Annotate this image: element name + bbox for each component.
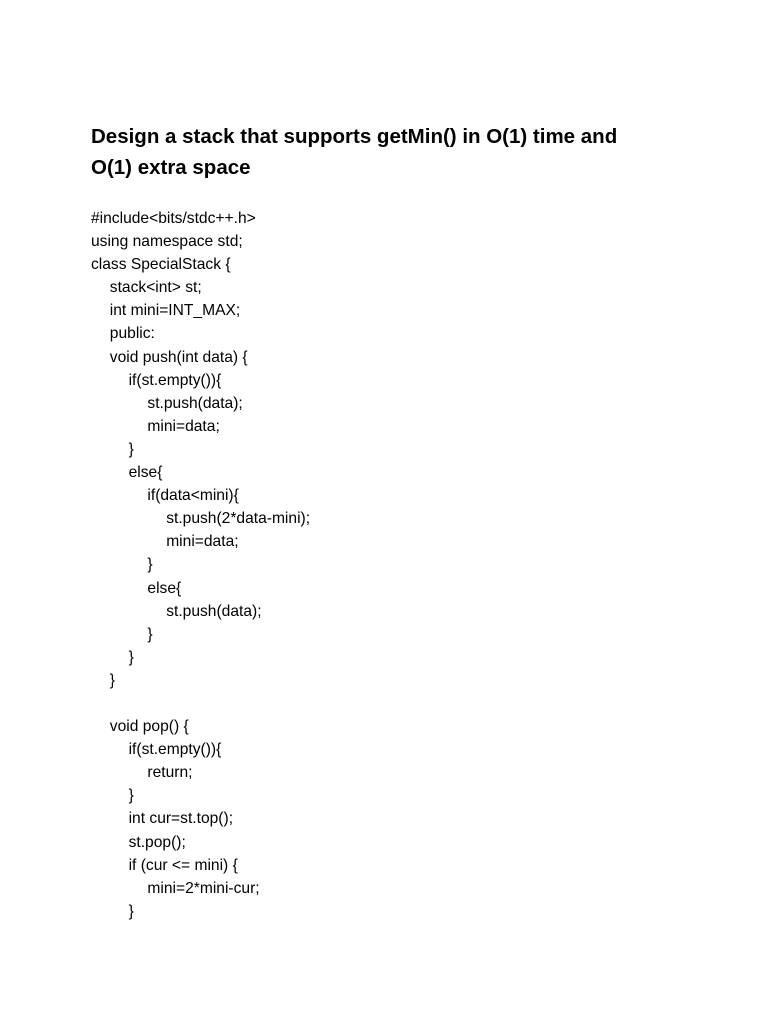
- code-line: class SpecialStack {: [91, 256, 231, 274]
- code-line: }: [109, 671, 116, 689]
- code-line: mini=data;: [166, 533, 239, 551]
- code-line: stack<int> st;: [109, 279, 202, 297]
- code-line: }: [128, 787, 134, 805]
- code-line: st.pop();: [128, 833, 186, 851]
- code-line: else{: [128, 464, 163, 482]
- code-line: }: [128, 902, 134, 920]
- code-line: st.push(2*data-mini);: [166, 510, 311, 528]
- code-line: else{: [147, 579, 182, 597]
- title-line: Design a stack that supports getMin() in O(1) time and: [91, 125, 618, 148]
- code-line: public:: [109, 325, 155, 343]
- code-line: [91, 692, 310, 715]
- code-line: using namespace std;: [91, 233, 243, 251]
- code-line: }: [147, 625, 153, 643]
- code-line: st.push(data);: [166, 602, 262, 620]
- code-line: mini=2*mini-cur;: [147, 879, 260, 897]
- code-line: }: [128, 648, 134, 666]
- code-line: return;: [147, 764, 193, 782]
- code-line: if (cur <= mini) {: [128, 856, 238, 874]
- code-line: mini=data;: [147, 417, 220, 435]
- code-line: int mini=INT_MAX;: [109, 302, 241, 320]
- page-title: [91, 121, 691, 183]
- code-line: int cur=st.top();: [128, 810, 234, 828]
- code-line: void pop() {: [109, 718, 189, 736]
- title-line: O(1) extra space: [91, 156, 251, 179]
- code-line: if(st.empty()){: [128, 371, 222, 389]
- code-line: #include<bits/stdc++.h>: [91, 210, 256, 227]
- code-line: }: [147, 556, 153, 574]
- code-block: [91, 207, 310, 923]
- code-line: st.push(data);: [147, 394, 243, 412]
- code-line: void push(int data) {: [109, 348, 248, 366]
- code-line: }: [128, 440, 134, 458]
- code-line: if(st.empty()){: [128, 741, 222, 759]
- code-line: if(data<mini){: [147, 487, 239, 505]
